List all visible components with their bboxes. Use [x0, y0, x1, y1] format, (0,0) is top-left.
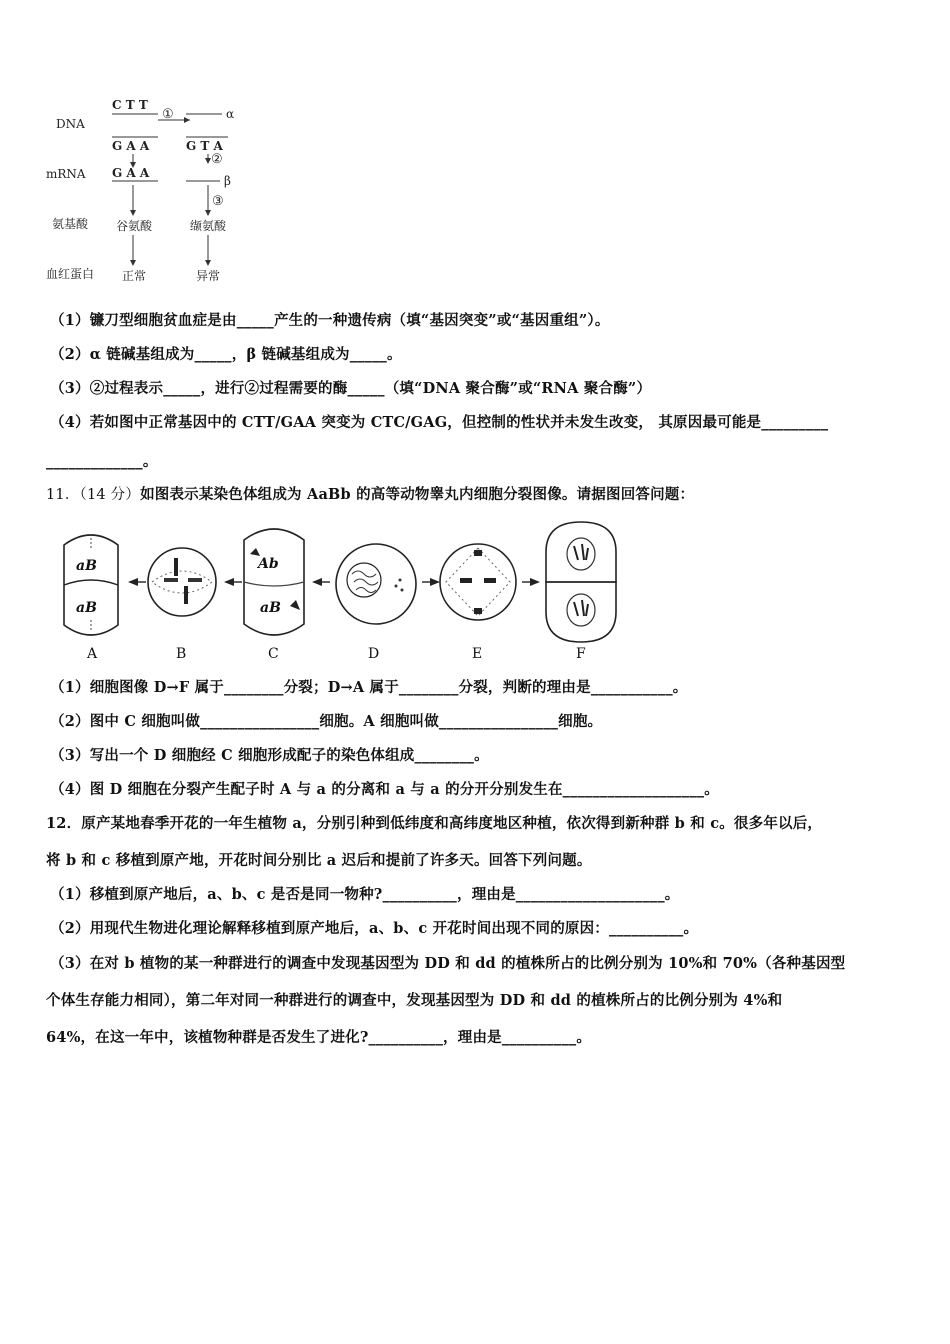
- cell-division-figure: [46, 520, 626, 670]
- cell-e: [440, 544, 516, 620]
- cell-c-bottom-genes: aB: [260, 600, 281, 616]
- q12-item-2: （2）用现代生物进化理论解释移植到原产地后，a、b、c 开花时间出现不同的原因：__________。: [50, 920, 699, 937]
- q12-item-3-cont-1: 个体生存能力相同），第二年对同一种群进行的调查中，发现基因型为 DD 和 dd 的植株所占的比例分别为 4%和: [46, 992, 783, 1009]
- amino-acid-mutant: 缬氨酸: [190, 219, 227, 233]
- amino-acid-normal: 谷氨酸: [116, 219, 153, 233]
- protein-normal: 正常: [122, 269, 147, 283]
- q12-stem-1: 12．原产某地春季开花的一年生植物 a，分别引种到低纬度和高纬度地区种植，依次得到新种群 b 和 c。很多年以后，: [46, 815, 823, 832]
- cell-b: [148, 548, 216, 616]
- step-3-label: ③: [212, 194, 224, 209]
- q11-item-2: （2）图中 C 细胞叫做________________细胞。A 细胞叫做________________细胞。: [50, 713, 603, 730]
- q11-number: 11．（14 分）: [46, 487, 141, 503]
- row-label-amino-acid: 氨基酸: [52, 217, 89, 231]
- q12-item-3: （3）在对 b 植物的某一种群进行的调查中发现基因型为 DD 和 dd 的植株所占的比例分别为 10%和 70%（各种基因型: [50, 955, 846, 972]
- q11-stem-text: 如图表示某染色体组成为 AaBb 的高等动物睾丸内细胞分裂图像。请据图回答问题：: [140, 486, 695, 503]
- q10-item-1: （1）镰刀型细胞贫血症是由_____产生的一种遗传病（填“基因突变”或“基因重组”）。: [50, 312, 610, 329]
- cell-c-top-genes: Ab: [258, 556, 279, 572]
- step-1-label: ①: [162, 107, 174, 122]
- cell-label-f: F: [576, 646, 586, 662]
- q12-item-3-cont-2: 64%，在这一年中，该植物种群是否发生了进化?__________，理由是__________。: [46, 1029, 592, 1046]
- row-label-mrna: mRNA: [46, 167, 86, 181]
- q10-item-4: （4）若如图中正常基因中的 CTT/GAA 突变为 CTC/GAG，但控制的性状并未发生改变， 其原因最可能是_________: [50, 414, 829, 431]
- q10-item-2: （2）α 链碱基组成为_____，β 链碱基组成为_____。: [50, 346, 402, 363]
- cell-label-e: E: [472, 646, 483, 662]
- q12-stem-2: 将 b 和 c 移植到原产地，开花时间分别比 a 迟后和提前了许多天。回答下列问题。: [46, 852, 592, 869]
- q11-item-3: （3）写出一个 D 细胞经 C 细胞形成配子的染色体组成________。: [50, 747, 489, 764]
- row-label-dna: DNA: [56, 117, 85, 131]
- cell-label-b: B: [176, 646, 187, 662]
- cell-a: [64, 535, 118, 635]
- cell-a-top-genes: aB: [76, 558, 97, 574]
- protein-mutant: 异常: [196, 269, 221, 283]
- sickle-cell-diagram: [40, 92, 300, 292]
- q11-item-4: （4）图 D 细胞在分裂产生配子时 A 与 a 的分离和 a 与 a 的分开分别发生在___________________。: [50, 781, 719, 798]
- cell-label-d: D: [368, 646, 380, 662]
- alpha-label: α: [226, 107, 235, 121]
- cell-c: [244, 529, 304, 635]
- cell-d: [336, 544, 416, 624]
- q11-item-1: （1）细胞图像 D→F 属于________分裂；D→A 属于________分裂，判断的理由是___________。: [50, 679, 688, 696]
- q11-stem: [46, 485, 694, 505]
- dna-bottom-mutant: G T A: [186, 139, 223, 153]
- beta-label: β: [224, 174, 231, 188]
- q10-item-3: （3）②过程表示_____，进行②过程需要的酶_____（填“DNA 聚合酶”或“RNA 聚合酶”）: [50, 380, 652, 397]
- cell-label-c: C: [268, 646, 279, 662]
- row-label-hemoglobin: 血红蛋白: [46, 267, 95, 281]
- cell-a-bottom-genes: aB: [76, 600, 97, 616]
- cell-f: [546, 522, 616, 642]
- step-2-label: ②: [211, 152, 223, 167]
- q12-item-1: （1）移植到原产地后，a、b、c 是否是同一物种?__________，理由是____________________。: [50, 886, 680, 903]
- q10-item-4-cont: _____________。: [46, 453, 158, 470]
- dna-bottom-normal: G A A: [112, 139, 150, 153]
- mrna-normal: G A A: [112, 166, 150, 180]
- dna-top-normal: C T T: [112, 98, 148, 112]
- cell-label-a: A: [87, 646, 98, 662]
